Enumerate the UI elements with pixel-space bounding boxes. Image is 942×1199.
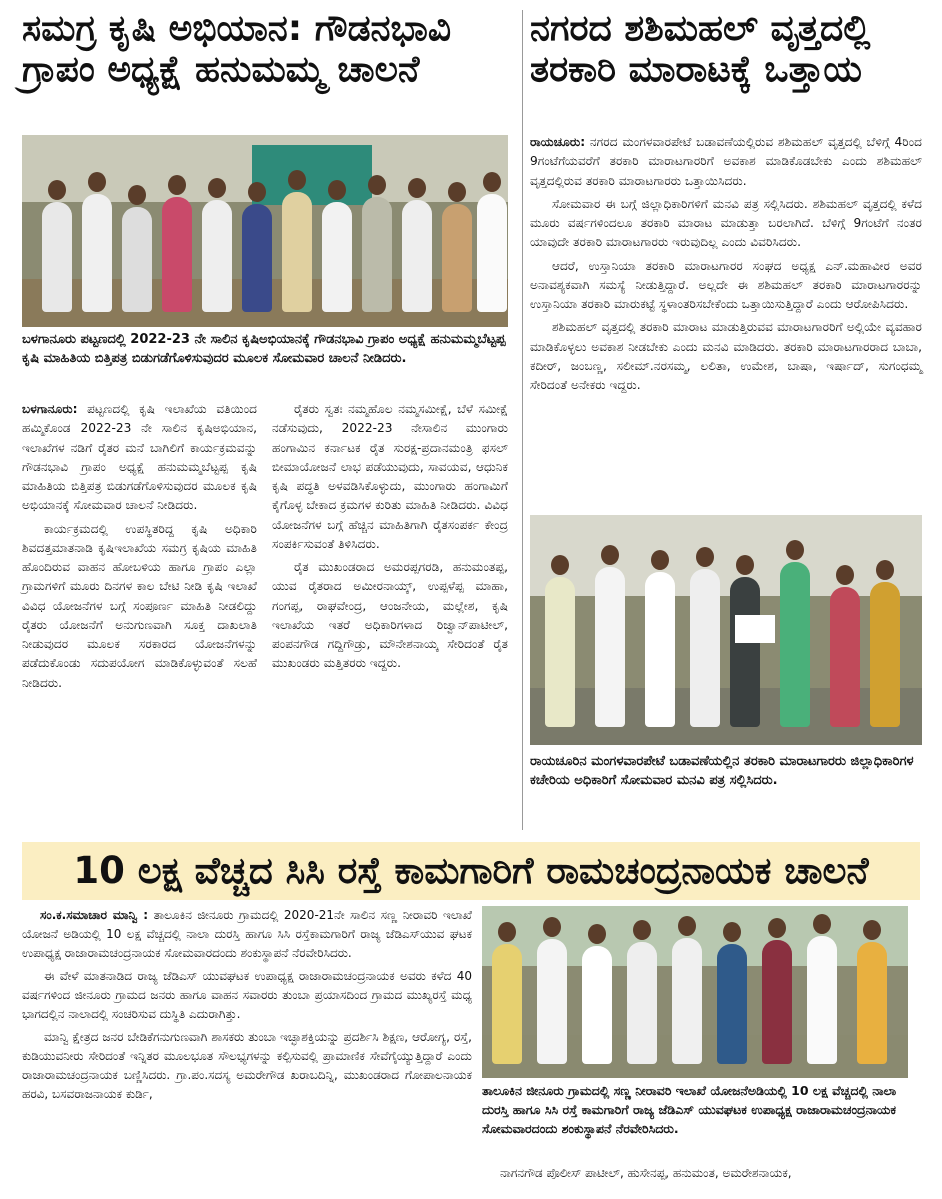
- article3-tail: [482, 1164, 908, 1187]
- paragraph: ನಗರದ ಮಂಗಳವಾರಪೇಟೆ ಬಡಾವಣೆಯಲ್ಲಿರುವ ಶಶಿಮಹಲ್ ವೃತ್ತದಲ್ಲಿ ಬೆಳಿಗ್ಗೆ 4ರಿಂದ 9ಗಂಟೆಗೆಯವರೆಗೆ ತರಕಾರಿ ಮಾರಾಟಗಾರರಿಗೆ ಅವಕಾಶ ಮಾಡಿಕೊಡಬೇಕು ಎಂದು ಶಶಿಮಹಲ್ ವೃತ್ತದಲ್ಲಿರುವ ತರಕಾರಿ ಮಾರಾಟಗಾರರು ಒತ್ತಾಯಿಸಿದರು.: [530, 135, 922, 188]
- paragraph: ಪಟ್ಟಣದಲ್ಲಿ ಕೃಷಿ ಇಲಾಖೆಯ ವತಿಯಿಂದ ಹಮ್ಮಿಕೊಂಡ 2022-23 ನೇ ಸಾಲಿನ ಕೃಷಿಅಭಿಯಾನ, ಇಲಾಖೆಗಳ ನಡಿಗೆ ರೈತರ ಮನೆ ಬಾಗಿಲಿಗೆ ಕಾರ್ಯಕ್ರಮವನ್ನು ಗೌಡನಭಾವಿ ಗ್ರಾಪಂ ಅಧ್ಯಕ್ಷೆ ಹನುಮಮ್ಮಬೆಟ್ಟಪ್ಪ ಕೃಷಿ ಮಾಹಿತಿಯ ಬಿತ್ತಿಪತ್ರ ಬಿಡುಗಡೆಗೊಳಿಸುವುದರ ಮೂಲಕ ಕೃಷಿ ಅಭಿಯಾನಕ್ಕೆ ಸೋಮವಾರ ಚಾಲನೆ ನೀಡಿದರು.: [22, 402, 258, 513]
- article1-caption: ಬಳಗಾನೂರು ಪಟ್ಟಣದಲ್ಲಿ 2022-23 ನೇ ಸಾಲಿನ ಕೃಷಿಅಭಿಯಾನಕ್ಕೆ ಗೌಡನಭಾವಿ ಗ್ರಾಪಂ ಅಧ್ಯಕ್ಷೆ ಹನುಮಮ್ಮಬೆಟ್ಟಪ್ಪ ಕೃಷಿ ಮಾಹಿತಿಯ ಬಿತ್ತಿಪತ್ರ ಬಿಡುಗಡೆಗೊಳಿಸುವುದರ ಮೂಲಕ ಸೋಮವಾರ ಚಾಲನೆ ನೀಡಿದರು.: [22, 332, 506, 366]
- paragraph: ಸೋಮವಾರ ಈ ಬಗ್ಗೆ ಜಿಲ್ಲಾಧಿಕಾರಿಗಳಿಗೆ ಮನವಿ ಪತ್ರ ಸಲ್ಲಿಸಿದರು. ಶಶಿಮಹಲ್ ವೃತ್ತದಲ್ಲಿ ಕಳೆದ ಮೂರು ವರ್ಷಗಳಿಂದಲೂ ತರಕಾರಿ ಮಾರಾಟ ಮಾಡುತ್ತಾ ಬರಲಾಗಿದೆ. ಬೆಳಿಗ್ಗೆ 9ಗಂಟೆಗೆ ನಂತರ ಯಾವುದೇ ತರಕಾರಿ ಮಾರಾಟಗಾರರು ಇರುವುದಿಲ್ಲ ಎಂದು ವಿವರಿಸಿದರು.: [530, 196, 922, 250]
- article2-body: [530, 133, 922, 399]
- article1-photo: [22, 135, 508, 327]
- paragraph: ಶಶಿಮಹಲ್ ವೃತ್ತದಲ್ಲಿ ತರಕಾರಿ ಮಾರಾಟ ಮಾಡುತ್ತಿರುವವ ಮಾರಾಟಗಾರರಿಗೆ ಅಲ್ಲಿಯೇ ವ್ಯವಹಾರ ಮಾಡಿಕೊಳ್ಳಲು ಅವಕಾಶ ನೀಡಬೇಕು ಎಂದು ಮನವಿ ಮಾಡಿದರು. ತರಕಾರಿ ಮಾರಾಟಗಾರರಾದ ಬಾಬಾ, ಕದೀರ್, ಜಂಬಣ್ಣ, ಸಲೀಮ್.ನರಸಮ್ಮ, ಲಲಿತಾ, ಉಮೇಶ, ಬಾಷಾ, ಇರ್ಷಾದ್, ಸುಗಂಧಮ್ಮ ಸೇರಿದಂತೆ ಅನೇಕರು ಇದ್ದರು.: [530, 320, 922, 393]
- dateline: ಸಂ.ಕ.ಸಮಾಚಾರ ಮಾನ್ವಿ :: [40, 908, 149, 922]
- article3-caption: ತಾಲೂಕಿನ ಜೀನೂರು ಗ್ರಾಮದಲ್ಲಿ ಸಣ್ಣ ನೀರಾವರಿ ಇಲಾಖೆ ಯೋಜನೆಅಡಿಯಲ್ಲಿ 10 ಲಕ್ಷ ವೆಚ್ಚದಲ್ಲಿ ನಾಲಾ ದುರಸ್ತಿ ಹಾಗೂ ಸಿಸಿ ರಸ್ತೆ ಕಾಮಗಾರಿಗೆ ರಾಜ್ಯ ಜೆಡಿಎಸ್ ಯುವಘಟಕ ಉಪಾಧ್ಯಕ್ಷ ರಾಜಾರಾಮಚಂದ್ರನಾಯಕ ಸೋಮವಾರದಂದು ಶಂಕುಸ್ಥಾಪನೆ ನೆರವೇರಿಸಿದರು.: [482, 1083, 897, 1136]
- dateline: ಬಳಗಾನೂರು:: [22, 402, 78, 416]
- article2-photo: [530, 515, 922, 745]
- article3-headline: 10 ಲಕ್ಷ ವೆಚ್ಚದ ಸಿಸಿ ರಸ್ತೆ ಕಾಮಗಾರಿಗೆ ರಾಮಚಂದ್ರನಾಯಕ ಚಾಲನೆ: [73, 849, 869, 892]
- article2-caption: ರಾಯಚೂರಿನ ಮಂಗಳವಾರಪೇಟೆ ಬಡಾವಣೆಯಲ್ಲಿನ ತರಕಾರಿ ಮಾರಾಟಗಾರರು ಜಿಲ್ಲಾಧಿಕಾರಿಗಳ ಕಚೇರಿಯ ಅಧಿಕಾರಿಗೆ ಸೋಮವಾರ ಮನವಿ ಪತ್ರ ಸಲ್ಲಿಸಿದರು.: [530, 754, 914, 788]
- article3-body: [22, 906, 472, 1108]
- paragraph: ರೈತ ಮುಖಂಡರಾದ ಅಮರಪ್ಪಗರಡಿ, ಹನುಮಂತಪ್ಪ, ಯುವ ರೈತರಾದ ಅಮೀರನಾಯ್ಕ್, ಉಪ್ಪಳೆಪ್ಪ ಮಾಹಾ, ಗಂಗಪ್ಪ, ರಾಘವೇಂದ್ರ, ಆಂಜನೇಯ, ಮಲ್ಲೇಶ, ಕೃಷಿ ಇಲಾಖೆಯ ಇತರೆ ಅಧಿಕಾರಿಗಳಾದ ರಿಜ್ವಾನ್‌ಪಾಟೀಲ್, ಪಂಪನಗೌಡ ಗದ್ದಿಗೌಡ್ರು, ಮೌನೇಶನಾಯ್ಕ ಸೇರಿದಂತೆ ರೈತ ಮುಖಂಡರು ಮತ್ತಿತರರು ಇದ್ದರು.: [272, 560, 508, 671]
- article3-photo: [482, 906, 908, 1078]
- article1-column2: [272, 400, 508, 678]
- column-divider: [522, 10, 523, 830]
- paragraph: ರೈತರು ಸ್ವತಃ ನಮ್ಮಹೊಲ ನಮ್ಮಸಮೀಕ್ಷೆ, ಬೆಳೆ ಸಮೀಕ್ಷೆ ನಡೆಸುವುದು, 2022-23 ನೇಸಾಲಿನ ಮುಂಗಾರು ಹಂಗಾಮಿನ ಕರ್ನಾಟಕ ರೈತ ಸುರಕ್ಷ-ಪ್ರದಾನಮಂತ್ರಿ ಫಸಲ್ ಬೀಮಾಯೋಜನೆ ಲಾಭ ಪಡೆಯುವುದು, ಸಾವಯವ, ಆಧುನಿಕ ಕೃಷಿ ಪದ್ಧತಿ ಅಳವಡಿಸಿಕೊಳ್ಳುದು, ಮುಂಗಾರು ಹಂಗಾಮಿಗೆ ಕೈಗೊಳ್ಳ ಬೇಕಾದ ಕ್ರಮಗಳ ಕುರಿತು ಮಾಹಿತಿ ನೀಡಿದರು. ವಿವಿಧ ಯೋಜನೆಗಳ ಬಗ್ಗೆ ಹೆಚ್ಚಿನ ಮಾಹಿತಿಗಾಗಿ ರೈತಸಂಪರ್ಕ ಕೇಂದ್ರ ಸಂಪರ್ಕಿಸುವಂತೆ ತಿಳಿಸಿದರು.: [272, 402, 508, 551]
- dateline: ರಾಯಚೂರು:: [530, 135, 586, 149]
- paragraph: ನಾಗನಗೌಡ ಪೊಲೀಸ್ ಪಾಟೀಲ್, ಹುಸೇನಪ್ಪ, ಹನುಮಂತ, ಅಮರೇಶನಾಯಕ,: [500, 1166, 792, 1180]
- article1-column1: [22, 400, 257, 697]
- article2-headline: ನಗರದ ಶಶಿಮಹಲ್ ವೃತ್ತದಲ್ಲಿ ತರಕಾರಿ ಮಾರಾಟಕ್ಕೆ ಒತ್ತಾಯ: [530, 8, 871, 91]
- paragraph: ತಾಲೂಕಿನ ಜೀನೂರು ಗ್ರಾಮದಲ್ಲಿ 2020-21ನೇ ಸಾಲಿನ ಸಣ್ಣ ನೀರಾವರಿ ಇಲಾಖೆ ಯೋಜನೆ ಅಡಿಯಲ್ಲಿ 10 ಲಕ್ಷ ವೆಚ್ಚದಲ್ಲಿ ನಾಲಾ ದುರಸ್ತಿ ಹಾಗೂ ಸಿಸಿ ರಸ್ತೆಕಾಮಗಾರಿಗೆ ರಾಜ್ಯ ಜೆಡಿಎಸ್‌ಯುವ ಘಟಕ ಉಪಾಧ್ಯಕ್ಷ ರಾಜಾರಾಮಚಂದ್ರನಾಯಕ ಸೋಮವಾರದಂದು ಶಂಕುಸ್ಥಾಪನೆ ನೆರವೇರಿಸಿದರು.: [22, 908, 472, 960]
- article1-headline: ಸಮಗ್ರ ಕೃಷಿ ಅಭಿಯಾನ: ಗೌಡನಭಾವಿ ಗ್ರಾಪಂ ಅಧ್ಯಕ್ಷೆ ಹನುಮಮ್ಮ ಚಾಲನೆ: [22, 8, 452, 91]
- paragraph: ಮಾನ್ವಿ ಕ್ಷೇತ್ರದ ಜನರ ಬೇಡಿಕೆಗನುಗುಣವಾಗಿ ಶಾಸಕರು ತುಂಬಾ ಇಚ್ಛಾಶಕ್ತಿಯನ್ನು ಪ್ರದರ್ಶಿಸಿ ಶಿಕ್ಷಣ, ಆರೋಗ್ಯ, ರಸ್ತೆ, ಕುಡಿಯುವನೀರು ಸೇರಿದಂತೆ ಇನ್ನಿತರ ಮೂಲಭೂತ ಸೌಲಭ್ಯಗಳನ್ನು ಕಲ್ಪಿಸುವಲ್ಲಿ ಪ್ರಾಮಾಣಿಕ ಸೇವೆಗೈಯ್ಯುತ್ತಿದ್ದಾರೆ ಎಂದು ರಾಜಾರಾಮಚಂದ್ರನಾಯಕ ಬಣ್ಣಿಸಿದರು. ಗ್ರಾ.ಪಂ.ಸದಸ್ಯ ಅಮರೇಗೌಡ ಖರಾಬದಿನ್ನಿ, ಮುಖಂಡರಾದ ಗೋಪಾಲನಾಯಕ ಹರವಿ, ಬಸವರಾಜನಾಯಕ ಕುರ್ಡಿ,: [22, 1029, 472, 1101]
- paragraph: ಆದರೆ, ಉಸ್ತಾನಿಯಾ ತರಕಾರಿ ಮಾರಾಟಗಾರರ ಸಂಘದ ಅಧ್ಯಕ್ಷ ಎನ್.ಮಹಾವೀರ ಅವರ ಅನಾವಶ್ಯಕವಾಗಿ ಸಮಸ್ಯೆ ನೀಡುತ್ತಿದ್ದಾರೆ. ಅಲ್ಲದೇ ಈ ಶಶಿಮಹಲ್ ತರಕಾರಿ ಮಾರಾಟಗಾರರನ್ನು ಉಸ್ತಾನಿಯಾ ತರಕಾರಿ ಮಾರುಕಟ್ಟೆ ಸ್ಥಳಾಂತರಿಸಬೇಕೆಂದು ಒತ್ತಾಯಿಸುತ್ತಿದ್ದಾರೆ ಎಂದು ಆರೋಪಿಸಿದರು.: [530, 258, 922, 312]
- paragraph: ಈ ವೇಳೆ ಮಾತನಾಡಿದ ರಾಜ್ಯ ಜೆಡಿಎಸ್ ಯುವಘಟಕ ಉಪಾಧ್ಯಕ್ಷ ರಾಜಾರಾಮಚಂದ್ರನಾಯಕ ಅವರು ಕಳೆದ 40 ವರ್ಷಗಳಿಂದ ಜೀನೂರು ಗ್ರಾಮದ ಜನರು ಹಾಗೂ ವಾಹನ ಸವಾರರು ತುಂಬಾ ಪ್ರಯಾಸದಿಂದ ಗ್ರಾಮದ ಮುಖ್ಯರಸ್ತೆ ಮಧ್ಯ ಭಾಗದಲ್ಲಿನ ನಾಲಾದಲ್ಲಿ ಸಂಚರಿಸುವ ದುಸ್ಥಿತಿ ಎದುರಾಗಿತ್ತು.: [22, 968, 472, 1021]
- paragraph: ಕಾರ್ಯಕ್ರಮದಲ್ಲಿ ಉಪಸ್ಥಿತರಿದ್ದ ಕೃಷಿ ಅಧಿಕಾರಿ ಶಿವದತ್ತಮಾತನಾಡಿ ಕೃಷಿಇಲಾಖೆಯ ಸಮಗ್ರ ಕೃಷಿಯ ಮಾಹಿತಿ ಹೊಂದಿರುವ ವಾಹನ ಹೋಬಳಿಯ ಹಾಗೂ ಗ್ರಾಪಂ ಎಲ್ಲಾ ಗ್ರಾಮಗಳಿಗೆ ಮೂರು ದಿನಗಳ ಕಾಲ ಬೇಟಿ ನೀಡಿ ಕೃಷಿ ಇಲಾಖೆ ವಿವಿಧ ಯೋಜನೆಗಳ ಬಗ್ಗೆ ಸಂಪೂರ್ಣ ಮಾಹಿತಿ ನೀಡಲಿದ್ದು ರೈತರು ಯೋಜನೆಗೆ ಅನುಗುಣವಾಗಿ ಸೂಕ್ತ ದಾಖಲಾತಿ ನೀಡುವುದರ ಮೂಲಕ ಸರಕಾರದ ಯೋಜನೆಗಳನ್ನು ಪಡೆದುಕೊಂಡು ಸದುಪಯೋಗ ಮಾಡಿಕೊಳ್ಳುವಂತೆ ಸಲಹೆ ನೀಡಿದರು.: [22, 521, 257, 690]
